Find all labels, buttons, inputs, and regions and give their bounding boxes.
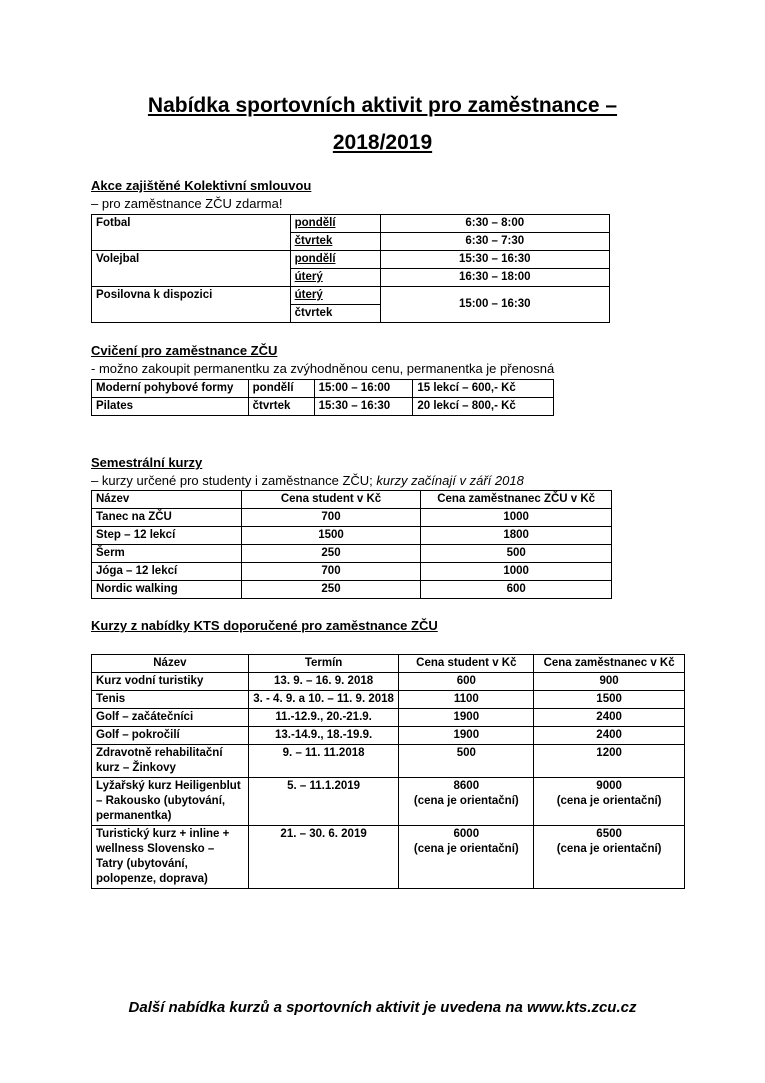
table-cell: 1500: [534, 691, 685, 709]
table-cell: 1800: [421, 527, 612, 545]
table-cell: 11.-12.9., 20.-21.9.: [248, 709, 399, 727]
table-cell: Volejbal: [92, 251, 291, 287]
table-cell: Pilates: [92, 398, 249, 416]
section2-subtitle: - možno zakoupit permanentku za zvýhodněnou cenu, permanentka je přenosná: [91, 361, 555, 376]
table-cell: 250: [241, 545, 421, 563]
price-note: (cena je orientační): [413, 795, 519, 807]
price-note: (cena je orientační): [413, 843, 519, 855]
table-cell: 1200: [534, 745, 685, 778]
table-cell: [399, 826, 534, 889]
table-row: [92, 709, 685, 727]
table-cell: [534, 778, 685, 826]
table-cell: Tenis: [92, 691, 249, 709]
table-header-row: [92, 491, 612, 509]
table-row: [92, 745, 685, 778]
table-header-cell: Název: [92, 491, 242, 509]
section2-table: [91, 379, 554, 416]
section3-heading: Semestrální kurzy: [91, 455, 203, 470]
table-cell: čtvrtek: [290, 233, 380, 251]
table-cell: 9. – 11. 11.2018: [248, 745, 399, 778]
table-row: [92, 380, 554, 398]
table-cell: Jóga – 12 lekcí: [92, 563, 242, 581]
table-cell: 250: [241, 581, 421, 599]
section3-subtitle-plain: – kurzy určené pro studenty i zaměstnance ZČU;: [91, 473, 377, 488]
price-note: (cena je orientační): [556, 843, 662, 855]
price-value: 9000: [596, 780, 622, 792]
table-cell: Golf – pokročilí: [92, 727, 249, 745]
table-cell: Moderní pohybové formy: [92, 380, 249, 398]
table-cell: Zdravotně rehabilitační kurz – Žinkovy: [92, 745, 249, 778]
table-cell: 600: [421, 581, 612, 599]
table-cell: čtvrtek: [248, 398, 314, 416]
table-row: [92, 545, 612, 563]
table-row: [92, 826, 685, 889]
section1-table: [91, 214, 610, 323]
table-cell: Turistický kurz + inline + wellness Slovensko – Tatry (ubytování, polopenze, doprava): [92, 826, 249, 889]
price-note: (cena je orientační): [556, 795, 662, 807]
table-cell: 1000: [421, 509, 612, 527]
table-cell: 2400: [534, 709, 685, 727]
table-cell: [534, 826, 685, 889]
page-title-line1: Nabídka sportovních aktivit pro zaměstnance –: [147, 94, 618, 117]
table-cell: pondělí: [290, 215, 380, 233]
table-cell: Lyžařský kurz Heiligenblut – Rakousko (ubytování, permanentka): [92, 778, 249, 826]
footer-note: Další nabídka kurzů a sportovních aktivit je uvedena na www.kts.zcu.cz: [128, 999, 637, 1016]
table-cell: 15 lekcí – 600,- Kč: [413, 380, 554, 398]
table-row: [92, 581, 612, 599]
table-cell: pondělí: [248, 380, 314, 398]
table-cell: úterý: [290, 287, 380, 305]
table-row: [92, 215, 610, 233]
table-cell: 1900: [399, 727, 534, 745]
table-header-cell: Cena student v Kč: [399, 655, 534, 673]
section4-heading: Kurzy z nabídky KTS doporučené pro zaměstnance ZČU: [91, 618, 438, 633]
price-value: 6000: [453, 828, 480, 840]
table-cell: 5. – 11.1.2019: [248, 778, 399, 826]
table-header-cell: Cena student v Kč: [241, 491, 421, 509]
table-cell: 15:00 – 16:30: [380, 287, 609, 323]
section3-table: [91, 490, 612, 599]
section1-subtitle: – pro zaměstnance ZČU zdarma!: [91, 196, 283, 211]
table-row: [92, 778, 685, 826]
section3-subtitle-italic: kurzy začínají v září 2018: [376, 473, 524, 488]
table-cell: 1500: [241, 527, 421, 545]
table-cell: 600: [399, 673, 534, 691]
table-cell: Tanec na ZČU: [92, 509, 242, 527]
table-cell: pondělí: [290, 251, 380, 269]
table-cell: [399, 778, 534, 826]
section4-table: [91, 654, 685, 889]
price-value: 8600: [453, 780, 480, 792]
table-cell: 500: [421, 545, 612, 563]
table-cell: 16:30 – 18:00: [380, 269, 609, 287]
table-cell: Nordic walking: [92, 581, 242, 599]
table-row: [92, 251, 610, 269]
table-cell: 700: [241, 509, 421, 527]
table-cell: 2400: [534, 727, 685, 745]
table-cell: Fotbal: [92, 215, 291, 251]
table-cell: 15:00 – 16:00: [314, 380, 413, 398]
table-cell: 3. - 4. 9. a 10. – 11. 9. 2018: [248, 691, 399, 709]
table-cell: Kurz vodní turistiky: [92, 673, 249, 691]
table-row: [92, 527, 612, 545]
section3-subtitle: [91, 473, 524, 488]
table-cell: Step – 12 lekcí: [92, 527, 242, 545]
table-header-cell: Cena zaměstnanec ZČU v Kč: [421, 491, 612, 509]
table-row: [92, 563, 612, 581]
table-cell: 1000: [421, 563, 612, 581]
table-cell: 6:30 – 8:00: [380, 215, 609, 233]
table-row: [92, 727, 685, 745]
table-cell: 15:30 – 16:30: [314, 398, 413, 416]
table-cell: Posilovna k dispozici: [92, 287, 291, 323]
table-cell: 1100: [399, 691, 534, 709]
table-cell: 13.-14.9., 18.-19.9.: [248, 727, 399, 745]
table-row: [92, 691, 685, 709]
page-title-line2: 2018/2019: [332, 131, 433, 154]
table-row: [92, 673, 685, 691]
section1-heading: Akce zajištěné Kolektivní smlouvou: [91, 178, 312, 193]
table-cell: 20 lekcí – 800,- Kč: [413, 398, 554, 416]
table-cell: 700: [241, 563, 421, 581]
price-value: 6500: [596, 828, 622, 840]
table-cell: 6:30 – 7:30: [380, 233, 609, 251]
section2-heading: Cvičení pro zaměstnance ZČU: [91, 343, 278, 358]
table-row: [92, 398, 554, 416]
table-header-row: [92, 655, 685, 673]
table-cell: 500: [399, 745, 534, 778]
table-cell: Golf – začátečníci: [92, 709, 249, 727]
table-cell: Šerm: [92, 545, 242, 563]
table-cell: 15:30 – 16:30: [380, 251, 609, 269]
table-cell: 1900: [399, 709, 534, 727]
table-row: [92, 287, 610, 305]
table-header-cell: Název: [92, 655, 249, 673]
table-header-cell: Termín: [248, 655, 399, 673]
table-cell: 900: [534, 673, 685, 691]
table-header-cell: Cena zaměstnanec v Kč: [534, 655, 685, 673]
table-cell: úterý: [290, 269, 380, 287]
table-cell: 13. 9. – 16. 9. 2018: [248, 673, 399, 691]
table-cell: 21. – 30. 6. 2019: [248, 826, 399, 889]
table-cell: čtvrtek: [290, 305, 380, 323]
table-row: [92, 509, 612, 527]
